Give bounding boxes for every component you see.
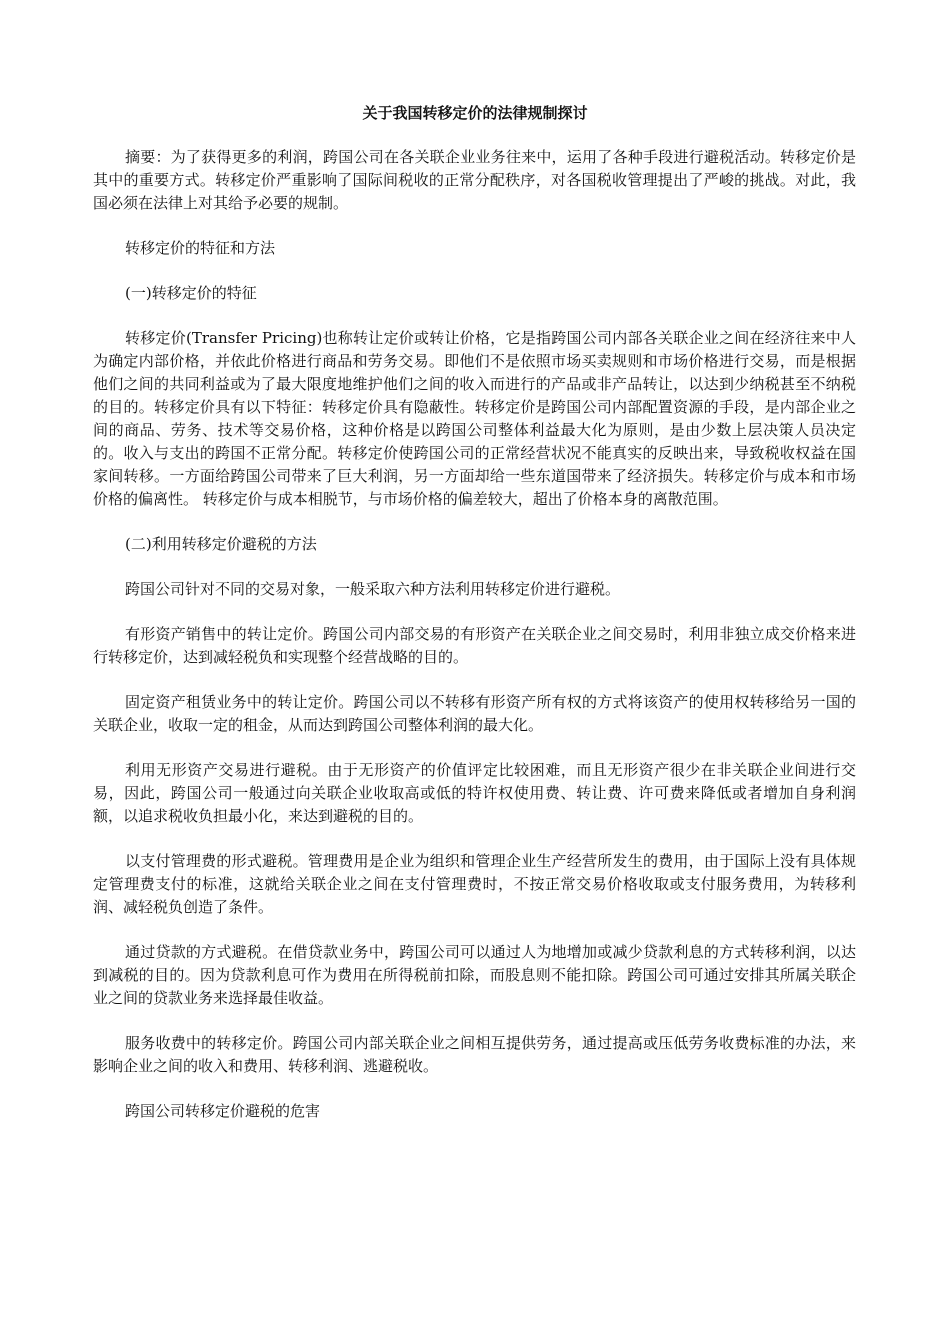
abstract-paragraph: 摘要：为了获得更多的利润，跨国公司在各关联企业业务往来中，运用了各种手段进行避税活动。转移定价是其中的重要方式。转移定价严重影响了国际间税收的正常分配秩序，对各国税收管理提出了严峻的挑战。对此，我国必须在法律上对其给予必要的规制。	[93, 148, 856, 212]
body-paragraph: 转移定价(Transfer Pricing)也称转让定价或转让价格，它是指跨国公司内部各关联企业之间在经济往来中人为确定内部价格，并依此价格进行商品和劳务交易。即他们不是依照市场买卖规则和市场价格进行交易，而是根据他们之间的共同利益或为了最大限度地维护他们之间的收入而进行的产品或非产品转让，以达到少纳税甚至不纳税的目的。转移定价具有以下特征：转移定价具有隐蔽性。转移定价是跨国公司内部配置资源的手段，是内部企业之间的商品、劳务、技术等交易价格，这种价格是以跨国公司整体利益最大化为原则，是由少数上层决策人员决定的。收入与支出的跨国不正常分配。转移定价使跨国公司的正常经营状况不能真实的反映出来，导致税收权益在国家间转移。一方面给跨国公司带来了巨大利润，另一方面却给一些东道国带来了经济损失。转移定价与成本和市场价格的偏离性。 转移定价与成本相脱节，与市场价格的偏差较大，超出了价格本身的离散范围。	[93, 329, 856, 508]
body-paragraph: 以支付管理费的形式避税。管理费用是企业为组织和管理企业生产经营所发生的费用，由于国际上没有具体规定管理费支付的标准，这就给关联企业之间在支付管理费时，不按正常交易价格收取或支付服务费用，为转移利润、减轻税负创造了条件。	[93, 852, 856, 916]
section-heading: 转移定价的特征和方法	[125, 239, 276, 257]
section-heading: 跨国公司转移定价避税的危害	[125, 1102, 321, 1120]
body-paragraph: 有形资产销售中的转让定价。跨国公司内部交易的有形资产在关联企业之间交易时，利用非独立成交价格来进行转移定价，达到减轻税负和实现整个经营战略的目的。	[93, 625, 856, 666]
document-body	[93, 146, 856, 1145]
body-paragraph: 服务收费中的转移定价。跨国公司内部关联企业之间相互提供劳务，通过提高或压低劳务收费标准的办法，来影响企业之间的收入和费用、转移利润、逃避税收。	[93, 1034, 856, 1075]
body-paragraph: 固定资产租赁业务中的转让定价。跨国公司以不转移有形资产所有权的方式将该资产的使用权转移给另一国的关联企业，收取一定的租金，从而达到跨国公司整体利润的最大化。	[93, 693, 856, 734]
body-paragraph: 利用无形资产交易进行避税。由于无形资产的价值评定比较困难，而且无形资产很少在非关联企业间进行交易，因此，跨国公司一般通过向关联企业收取高或低的特许权使用费、转让费、许可费来降低或者增加自身利润额，以追求税收负担最小化，来达到避税的目的。	[93, 761, 856, 825]
body-paragraph: 跨国公司针对不同的交易对象，一般采取六种方法利用转移定价进行避税。	[125, 580, 621, 598]
subsection-heading: (一)转移定价的特征	[125, 284, 257, 302]
body-paragraph: 通过贷款的方式避税。在借贷款业务中，跨国公司可以通过人为地增加或减少贷款利息的方式转移利润，以达到减税的目的。因为贷款利息可作为费用在所得税前扣除，而股息则不能扣除。跨国公司可通过安排其所属关联企业之间的贷款业务来选择最佳收益。	[93, 943, 856, 1007]
document-title: 关于我国转移定价的法律规制探讨	[362, 104, 588, 122]
subsection-heading: (二)利用转移定价避税的方法	[125, 535, 317, 553]
